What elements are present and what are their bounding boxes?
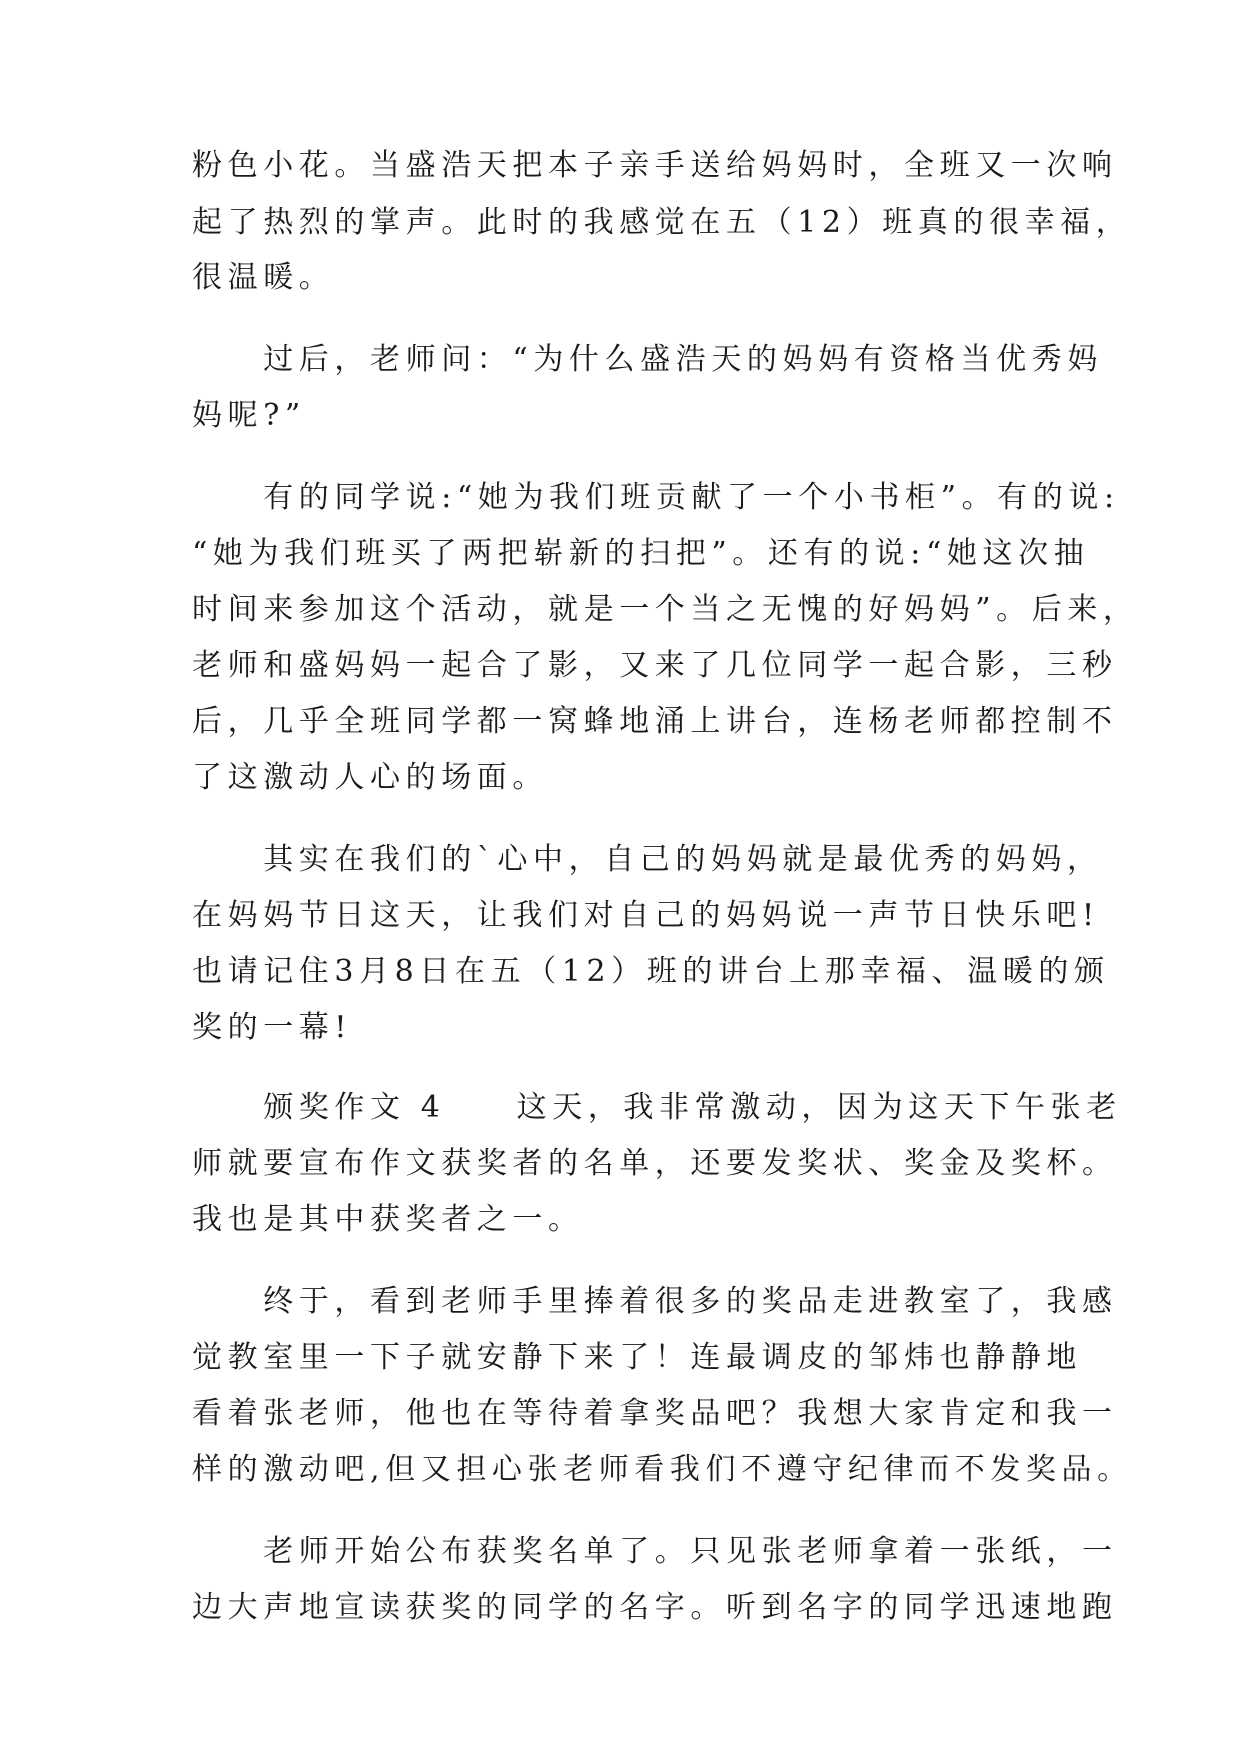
text-line: 了这激动人心的场面。 bbox=[192, 760, 548, 795]
text-line: 后，几乎全班同学都一窝蜂地涌上讲台，连杨老师都控制不 bbox=[192, 704, 1118, 739]
text-line: 终于，看到老师手里捧着很多的奖品走进教室了，我感 bbox=[192, 1284, 1118, 1319]
text-line: 其实在我们的`心中，自己的妈妈就是最优秀的妈妈， bbox=[192, 842, 1103, 877]
text-line: 师就要宣布作文获奖者的名单，还要发奖状、奖金及奖杯。 bbox=[192, 1146, 1118, 1181]
text-line: 老师和盛妈妈一起合了影，又来了几位同学一起合影，三秒 bbox=[192, 648, 1118, 683]
text-line: 老师开始公布获奖名单了。只见张老师拿着一张纸，一 bbox=[192, 1534, 1118, 1569]
text-line: 边大声地宣读获奖的同学的名字。听到名字的同学迅速地跑 bbox=[192, 1590, 1118, 1625]
text-line: 也请记住3月8日在五（12）班的讲台上那幸福、温暖的颁 bbox=[192, 954, 1110, 989]
text-line: 在妈妈节日这天，让我们对自己的妈妈说一声节日快乐吧! bbox=[192, 898, 1100, 933]
text-line: “她为我们班买了两把崭新的扫把”。还有的说:“她这次抽 bbox=[192, 536, 1090, 571]
text-line: 很温暖。 bbox=[192, 260, 335, 295]
text-line: 奖的一幕! bbox=[192, 1010, 353, 1045]
text-line: 样的激动吧,但又担心张老师看我们不遵守纪律而不发奖品。 bbox=[192, 1452, 1133, 1487]
text-line: 时间来参加这个活动，就是一个当之无愧的好妈妈”。后来， bbox=[192, 592, 1139, 627]
text-line: 妈呢?” bbox=[192, 398, 306, 433]
text-line: 粉色小花。当盛浩天把本子亲手送给妈妈时，全班又一次响 bbox=[192, 148, 1118, 183]
text-line: 起了热烈的掌声。此时的我感觉在五（12）班真的很幸福， bbox=[192, 205, 1132, 240]
text-line: 觉教室里一下子就安静下来了！连最调皮的邹炜也静静地 bbox=[192, 1340, 1082, 1375]
text-line: 颁奖作文 4 这天，我非常激动，因为这天下午张老 bbox=[192, 1090, 1122, 1125]
text-line: 有的同学说:“她为我们班贡献了一个小书柜”。有的说: bbox=[192, 480, 1120, 515]
text-line: 看着张老师，他也在等待着拿奖品吧？我想大家肯定和我一 bbox=[192, 1396, 1118, 1431]
text-line: 我也是其中获奖者之一。 bbox=[192, 1202, 584, 1237]
text-line: 过后，老师问：“为什么盛浩天的妈妈有资格当优秀妈 bbox=[192, 342, 1103, 377]
